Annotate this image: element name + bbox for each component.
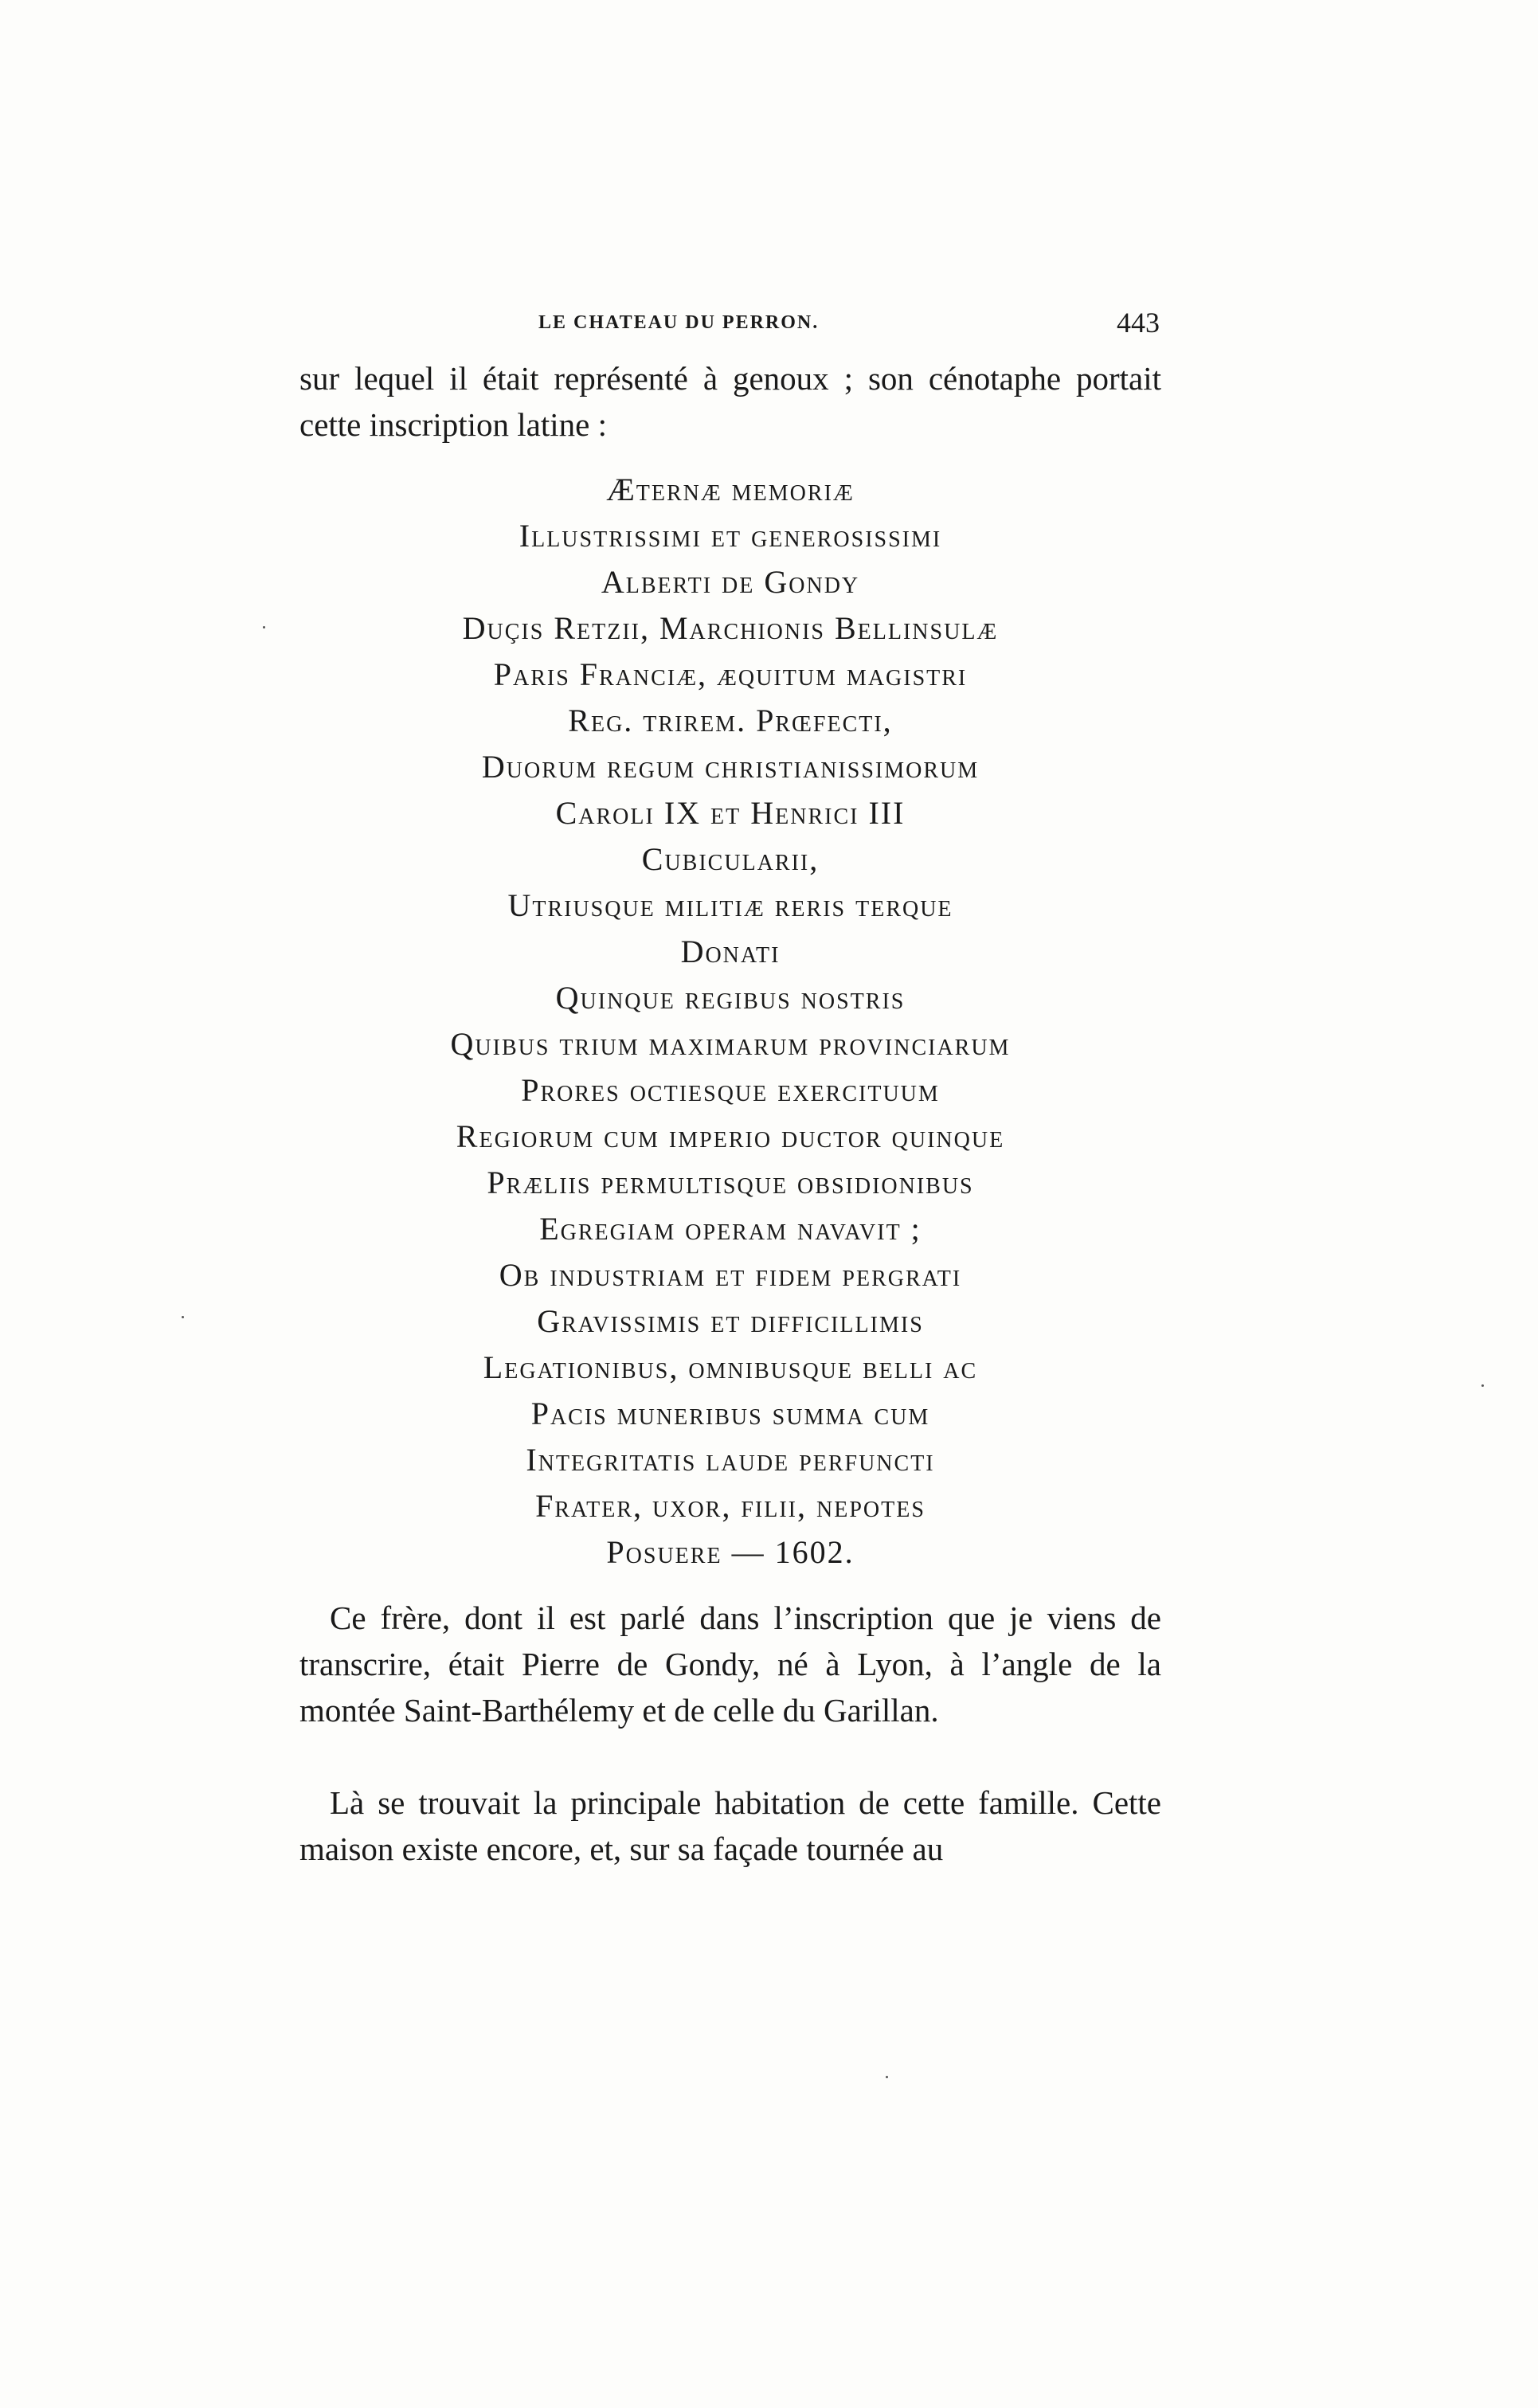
inscription-line: Prores octiesque exercituum [521, 1072, 940, 1108]
inscription-line: Legationibus, omnibusque belli ac [483, 1349, 978, 1385]
inscription-line: Præliis permultisque obsidionibus [487, 1165, 974, 1200]
inscription-line: Illustrissimi et generosissimi [519, 518, 942, 554]
paragraph-family-house: Là se trouvait la principale habitation de cette famille. Cette maison existe encore, et, sur sa façade tournée au [299, 1784, 1161, 1867]
inscription-line: Quibus trium maximarum provinciarum [450, 1026, 1011, 1062]
inscription-line: Duorum regum christianissimorum [481, 749, 980, 785]
inscription-line: Reg. trirem. Prœfecti, [568, 703, 893, 738]
inscription-line: Paris Franciæ, æquitum magistri [493, 656, 968, 692]
page-number: 443 [1117, 307, 1160, 339]
inscription-line: Frater, uxor, filii, nepotes [535, 1488, 926, 1524]
inscription-line: Æternæ memoriæ [606, 472, 855, 507]
inscription-line: Egregiam operam navavit ; [539, 1211, 922, 1247]
latin-inscription [299, 467, 1161, 1576]
inscription-line-date: Posuere — 1602. [606, 1534, 855, 1570]
inscription-line: Integritatis laude perfuncti [526, 1442, 935, 1478]
inscription-line: Donati [680, 934, 781, 969]
paper-speck [263, 626, 265, 628]
inscription-line: Pacis muneribus summa cum [530, 1396, 930, 1431]
running-title: LE CHATEAU DU PERRON. [538, 312, 820, 333]
paragraph-pierre-de-gondy: Ce frère, dont il est parlé dans l’inscription que je viens de transcrire, était Pierre de Gondy, né à Lyon, à l’angle de la montée Saint-Barthélemy et de celle du Garillan. [299, 1599, 1161, 1729]
inscription-line: Ob industriam et fidem pergrati [499, 1257, 962, 1293]
paper-speck [182, 1316, 184, 1318]
inscription-line: Duçis Retzii, Marchionis Bellinsulæ [462, 610, 999, 646]
inscription-line: Cubicularii, [641, 841, 820, 877]
running-head [299, 307, 1160, 344]
paper-speck [886, 2076, 888, 2078]
inscription-line: Quinque regibus nostris [555, 980, 906, 1016]
inscription-line: Utriusque militiæ reris terque [507, 887, 953, 923]
paragraph-intro: sur lequel il était représenté à genoux ; son cénotaphe portait cette inscription latine : [299, 360, 1161, 443]
inscription-line: Alberti de Gondy [601, 564, 860, 600]
paper-speck [1481, 1384, 1484, 1387]
inscription-line: Caroli IX et Henrici III [555, 795, 906, 831]
inscription-line: Regiorum cum imperio ductor quinque [456, 1118, 1005, 1154]
inscription-line: Gravissimis et difficillimis [537, 1303, 924, 1339]
